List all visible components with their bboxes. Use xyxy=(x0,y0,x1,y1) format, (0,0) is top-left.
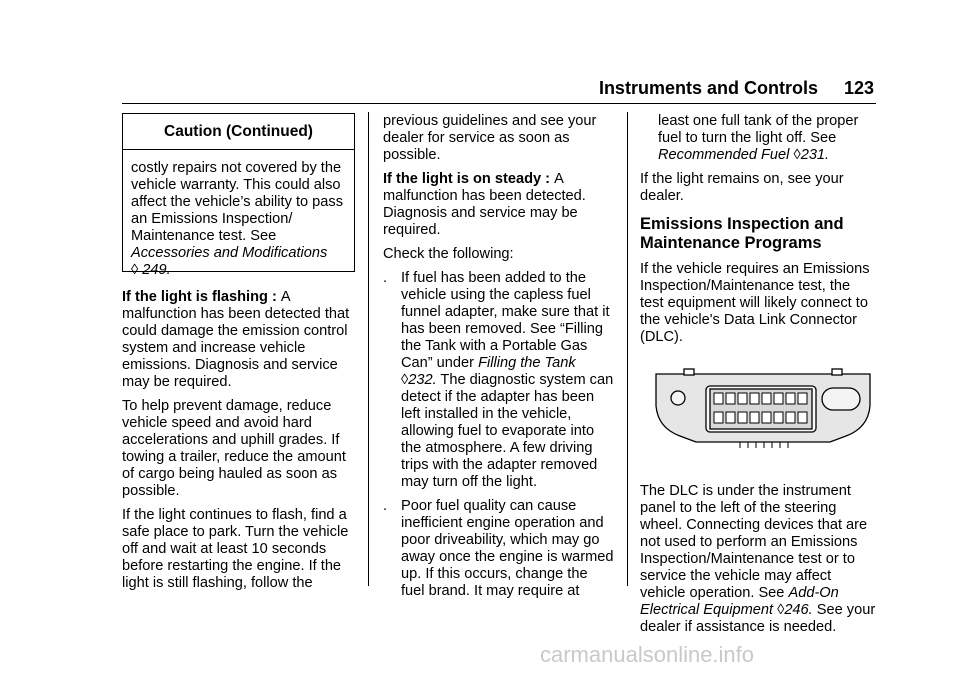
page-ref-icon: ◊ xyxy=(401,372,409,388)
filling-tank-page[interactable]: 232. xyxy=(408,372,437,388)
add-on-equipment-page[interactable]: 246. xyxy=(784,602,813,618)
list-item: . If fuel has been added to the vehicle using the capless fuel funnel adapter, make sure that it has been removed. See “Filling the Tank with a Portable Gas Can” under Filling the Tank ◊232. The diagnostic system can detect if the adapter has been left installed in the vehicle, allowing fuel to evaporate into the atmosphere. A few driving trips with the adapter removed may turn off the light. xyxy=(383,270,614,490)
filling-tank-link[interactable]: Filling the Tank xyxy=(478,355,576,371)
caution-text: costly repairs not covered by the vehicle warranty. This could also affect the vehicle’s ability to pass an Emissions Inspection/ Maintenance test. See xyxy=(131,160,344,244)
paragraph-check: Check the following: xyxy=(383,246,514,262)
paragraph-continues-flash: If the light continues to flash, find a safe place to park. Turn the vehicle off and wait at least 10 seconds before restarting the engine. If the light is still flashing, follow the xyxy=(122,507,349,591)
section-heading: Emissions Inspection and Maintenance Programs xyxy=(640,215,844,252)
column-divider xyxy=(368,112,369,586)
caution-link[interactable]: Accessories and Modifications xyxy=(131,245,328,261)
paragraph-prevent-damage: To help prevent damage, reduce vehicle speed and avoid hard accelerations and uphill grades. If towing a trailer, reduce the amount of cargo being hauled as soon as possible. xyxy=(122,398,346,499)
paragraph-continuation: least one full tank of the proper fuel to turn the light off. See Recommended Fuel ◊231. xyxy=(658,113,859,163)
steady-label: If the light is on steady : xyxy=(383,171,555,187)
bullet-icon: . xyxy=(383,270,388,286)
list-item: . Poor fuel quality can cause inefficient engine operation and poor driveability, which may go away once the engine is warmed up. If this occurs, change the fuel brand. It may require at xyxy=(383,498,614,599)
column-1 xyxy=(122,289,358,599)
recommended-fuel-link[interactable]: Recommended Fuel xyxy=(658,147,790,163)
caution-body xyxy=(123,150,354,279)
caution-title: Caution (Continued) xyxy=(164,123,313,140)
page-ref-icon: ◊ xyxy=(777,602,785,618)
caution-box xyxy=(122,113,355,278)
flashing-label: If the light is flashing : xyxy=(122,289,281,305)
header-rule xyxy=(122,103,876,104)
column-2 xyxy=(383,113,615,607)
paragraph-dlc-location: The DLC is under the instrument panel to the left of the steering wheel. Connecting devices that are not used to perform an Emissions Inspection/Maintenance test or to service the vehicle may affect vehicle operation. See Add-On Electrical Equipment ◊246. See your dealer if assistance is needed. xyxy=(640,483,876,635)
paragraph-flashing: If the light is flashing : A malfunction has been detected that could damage the emission control system and increase vehicle emissions. Diagnosis and service may be required. xyxy=(122,289,350,390)
paragraph-steady: If the light is on steady : A malfunction has been detected. Diagnosis and service may be required. xyxy=(383,171,586,238)
bullet-icon: . xyxy=(383,498,388,514)
add-on-equipment-link[interactable]: Add-On Electrical Equipment xyxy=(640,585,839,618)
dlc-connector-diagram-icon xyxy=(650,366,876,463)
caution-ref-page[interactable]: 249. xyxy=(142,262,171,278)
watermark: carmanualsonline.info xyxy=(540,642,755,667)
paragraph-light-remains: If the light remains on, see your dealer. xyxy=(640,171,844,204)
column-divider xyxy=(627,112,628,586)
recommended-fuel-page[interactable]: 231. xyxy=(800,147,830,163)
paragraph-previous-guidelines: previous guidelines and see your dealer for service as soon as possible. xyxy=(383,113,597,163)
page-header xyxy=(580,80,874,97)
paragraph-emissions: If the vehicle requires an Emissions Inspection/Maintenance test, the test equipment will likely connect to the vehicle's Data Link Connector (DLC). xyxy=(640,261,870,345)
column-3 xyxy=(640,113,876,643)
page-number: 123 xyxy=(843,78,874,98)
page-ref-icon: ◊ xyxy=(793,147,801,163)
section-title-header: Instruments and Controls xyxy=(598,78,818,98)
page-ref-icon: ◊ xyxy=(131,262,139,278)
